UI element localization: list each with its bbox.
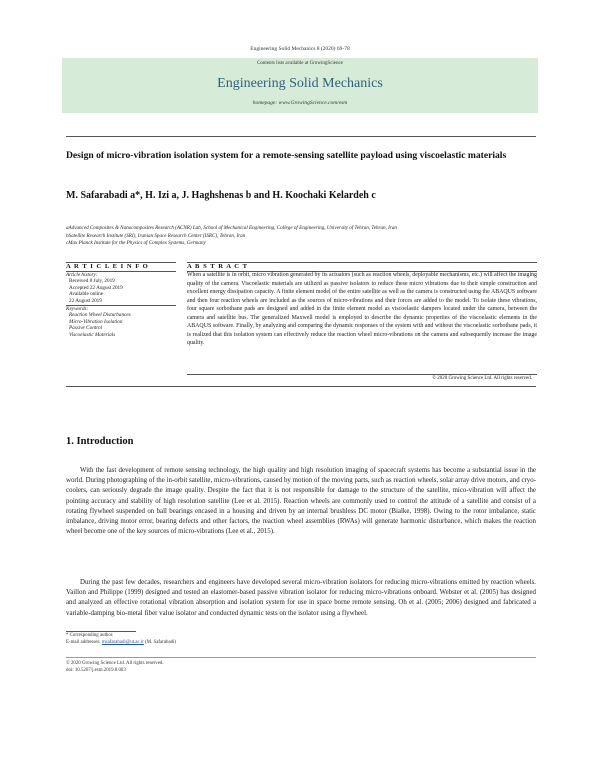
- journal-title: Engineering Solid Mechanics: [217, 76, 383, 91]
- affiliation-b: bSatellite Research Institute (SRI), Iranian Space Research Center (ISRC), Tehran, Iran: [66, 232, 246, 239]
- contents-line: Contents lists available at GrowingScience: [257, 61, 343, 66]
- keyword-item: Passive Control: [69, 325, 103, 332]
- section-heading: 1. Introduction: [66, 436, 134, 447]
- keyword-item: Reaction Wheel Disturbances: [69, 312, 131, 319]
- keyword-item: Micro-Vibration Isolation: [69, 318, 123, 325]
- email-label: E-mail addresses:: [66, 639, 101, 645]
- author-list: M. Safarabadi a*, H. Izi a, J. Haghshenas b and H. Koochaki Kelardeh c: [66, 190, 376, 201]
- history-label: Article history:: [66, 272, 98, 278]
- keywords-block: [66, 306, 176, 338]
- affiliation-c: cMax Planck Institute for the Physics of Complex Systems, Germany: [66, 240, 206, 247]
- email-line: [66, 640, 176, 647]
- abstract-end-rule: [66, 386, 536, 387]
- history-date: 22 August 2019: [69, 297, 102, 304]
- abstract-copyright: © 2020 Growing Science Ltd. All rights reserved.: [432, 376, 532, 381]
- abstract-rule-bottom: [187, 374, 537, 375]
- history-received: Received 8 July, 2019: [69, 278, 115, 285]
- journal-homepage[interactable]: homepage: www.GrowingScience.com/esm: [252, 100, 348, 106]
- abstract-text: When a satellite is in orbit, micro vibration generated by its actuators (such as reaction wheels, deployable mechanisms, etc.) will affect the imaging quality of the camera. Viscoelastic materials are utilized as passive isolators to reduce these micro vibrations due to their simple construction and excellent energy dissipation capacity. A finite element model of the entire satellite as well as the camera is constructed using the ABAQUS software and then four reaction wheels are included as the sources of micro-vibrations and their forces are added to the model. To isolate these vibrations, four square sorbothane pads are designed and added in the finite element model as viscoelastic dampers located under the camera, between the camera and satellite bus. The generalized Maxwell model is employed to describe the dynamic properties of the viscoelastic elements in the ABAQUS software. Finally, by analyzing and comparing the dynamic responses of the system with and without the viscoelastic sorbothane pads, it is realized that this isolation system can effectively reduce the reaction wheel micro-vibrations on the camera and subsequently increase the image quality.: [187, 272, 537, 346]
- affiliations: [66, 225, 536, 248]
- footer-block: [66, 661, 164, 674]
- footer-doi[interactable]: doi: 10.5267/j.esm.2019.8.003: [66, 667, 126, 673]
- journal-banner: [62, 58, 538, 113]
- history-accepted: Accepted 22 August 2019: [69, 284, 123, 291]
- corresponding-author-note: * Corresponding author.: [66, 633, 114, 638]
- footnote-rule: [66, 631, 136, 632]
- article-history: [66, 272, 176, 304]
- abstract-header: A B S T R A C T: [187, 263, 248, 270]
- footer-rule: [66, 657, 536, 658]
- header-rule: [66, 136, 536, 137]
- footer-copyright: © 2020 Growing Science Ltd. All rights reserved.: [66, 661, 164, 666]
- keyword-item: Viscoelastic Materials: [69, 331, 116, 338]
- email-link[interactable]: msafarabadi@ut.ac.ir: [101, 639, 144, 645]
- email-owner: (M. Safarabadi): [145, 639, 177, 645]
- keywords-label: Keywords:: [66, 306, 89, 312]
- running-head: Engineering Solid Mechanics 8 (2020) 69-78: [250, 46, 350, 52]
- paper-title: Design of micro-vibration isolation system for a remote-sensing satellite payload using viscoelastic materials: [66, 150, 507, 161]
- intro-paragraph-2: During the past few decades, researchers and engineers have developed several micro-vibration isolators for reducing micro-vibrations emitted by reaction wheels. Vaillon and Philippe (1999) designed and tested an elastomer-based passive vibration isolator for reducing micro-vibrations onboard. Webster et al. (2005) has designed and analyzed an effective rotational vibration absorption and isolation system for use in space borne remote sensing. Oh et al. (2005; 2006) designed and fabricated a variable-damping bio-metal fiber value isolator and conducted dynamic tests on the isolator using a flywheel.: [66, 579, 536, 617]
- history-available: Available online: [69, 291, 104, 298]
- article-info-header: A R T I C L E I N F O: [66, 263, 149, 270]
- affiliation-a: aAdvanced Composites & Nanocomposites Research (ACNR) Lab, School of Mechanical Engineering, College of Engineering, University of Tehran, Tehran, Iran: [66, 225, 397, 231]
- intro-paragraph-1: With the fast development of remote sensing technology, the high quality and high resolution imaging of spacecraft systems has become a substantial issue in the world. During photographing of the in-orbit satellite, micro-vibrations, caused by motion of the moving parts, such as reaction wheels, solar array drive motors, and cryo-coolers, can seriously degrade the image quality. Despite the fact that it is not responsible for damage to the structure of the satellite, mico-vibration will affect the pointing accuracy and stability of high resolution satellite (Lee et al. 2015). Reaction wheels are commonly used to control the attitude of a satellite and consist of a rotating flywheel suspended on ball bearings encased in a housing and driven by an internal brushless DC motor (Bialke, 1998). Owing to the rotor imbalance, static imbalance, driving motor error, bearing defects and other factors, the reaction wheel assemblies (RWAs) will generate harmonic disturbance, which makes the reaction wheel become one of the key sources of micro-vibrations (Lee et al., 2015).: [66, 467, 536, 536]
- footnote-block: [66, 633, 176, 646]
